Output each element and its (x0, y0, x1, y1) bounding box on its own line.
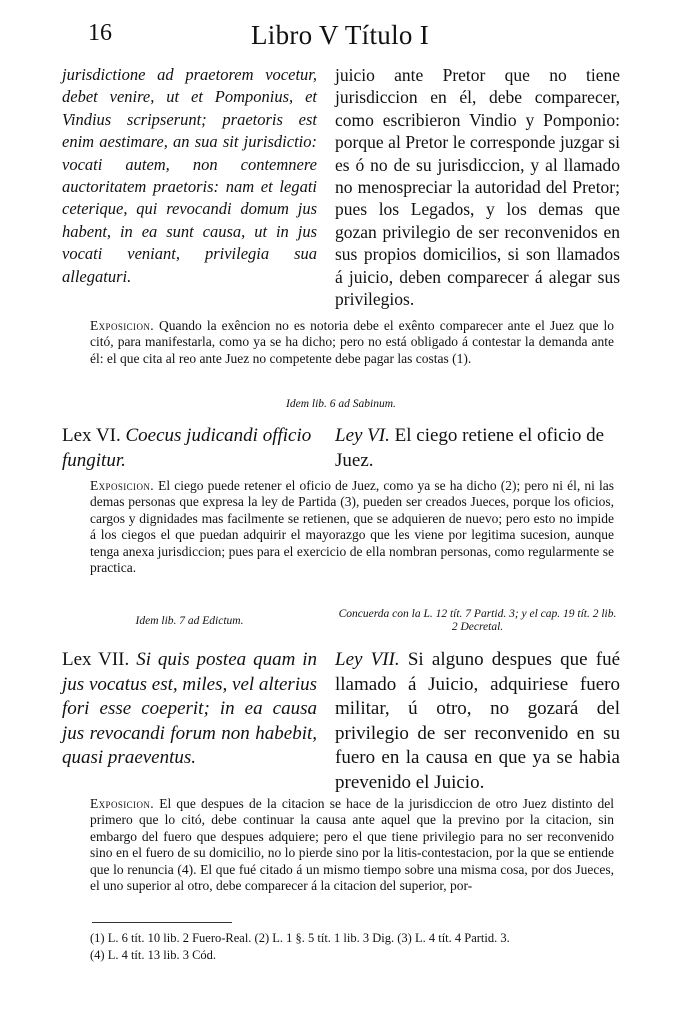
footnotes (90, 930, 620, 964)
lex7-sources (62, 608, 620, 634)
exposicion-2 (90, 478, 614, 576)
exposicion-1 (90, 318, 614, 367)
exposicion-3 (90, 796, 614, 894)
spanish-column: juicio ante Pretor que no tiene jurisdiccion en él, debe comparecer, como escribieron Vindio y Pomponio: porque al Pretor le corresponde juzgar si es ó no de su jurisdiccion, y al llamado no menospreciar la autoridad del Pretor; pues los Legados, y los demas que gozan privilegio de ser reconvenidos en sus propios domicilios, si son llamados á juicio, deben comparecer á alegar sus privilegios. (335, 65, 620, 310)
lex6-latin-text: Coecus judicandi officio fungitur. (62, 425, 312, 471)
lex6-latin-label: Lex VI. (62, 425, 121, 446)
lex6-spanish-label: Ley VI. (335, 425, 390, 446)
footnote-line-2: (4) L. 4 tít. 13 lib. 3 Cód. (90, 948, 217, 962)
exposicion-label: Exposicion. (90, 318, 155, 333)
lex7 (62, 648, 620, 795)
concordance-lex7: Concuerda con la L. 12 tít. 7 Partid. 3; y el cap. 19 tít. 2 lib. 2 Decretal. (338, 608, 617, 633)
exposicion-label: Exposicion. (90, 796, 155, 811)
footnote-rule (92, 922, 232, 923)
lex6-latin (62, 424, 317, 473)
footnote-line-1: (1) L. 6 tít. 10 lib. 2 Fuero-Real. (2) L. 1 §. 5 tít. 1 lib. 3 Dig. (3) L. 4 tít. 4 Partid. 3. (90, 931, 510, 945)
source-lex6: Idem lib. 6 ad Sabinum. (286, 398, 396, 410)
lex6 (62, 424, 620, 473)
lex7-latin-label: Lex VII. (62, 649, 130, 670)
lex7-spanish-text: Si alguno despues que fué llamado á Juicio, adquiriese fuero militar, ú otro, no gozará del privilegio de ser reconvenido en su fuero en la causa en que ya se habia prevenido el Juicio. (335, 649, 621, 793)
running-title: Libro V Título I (250, 20, 430, 50)
lex7-latin (62, 648, 317, 795)
exposicion-text: El que despues de la citacion se hace de la jurisdiccion de otro Juez distinto del primero que lo citó, debe continuar la causa ante aquel que la previno por la citacion, sin embargo del fuero que despues adquiere; pero el que tiene privilegio para no ser reconvenido sino en el fuero de su domicilio, no lo pierde sino por la litis-contestacion, por la que se entiende que lo renuncia (4). El que fué citado á un mismo tiempo sobre una misma cosa, por dos Jueces, el uno superior al otro, debe comparecer á la citacion del superior, por- (90, 796, 614, 894)
page-number: 16 (88, 20, 112, 46)
lex6-spanish-text: El ciego retiene el oficio de Juez. (335, 425, 605, 471)
source-lex7: Idem lib. 7 ad Edictum. (135, 615, 244, 627)
exposicion-text: El ciego puede retener el oficio de Juez, como ya se ha dicho (2); pero ni él, ni las demas personas que expresa la ley de Partida (3), pueden ser creados Jueces, porque los oficios, cargos y dignidades mas facilmente se retienen, que se adquieren de nuevo; pero esto no impide á los ciegos el que puedan adquirir el mayorazgo que les viene por legitima sucesion, aunque tenga anexa jurisdiccion; pues para el exercicio de ella nombran personas, como regularmente se practica. (90, 478, 614, 576)
lex7-spanish (335, 648, 620, 795)
lex5-continuation (62, 64, 620, 310)
lex7-latin-text: Si quis postea quam in jus vocatus est, miles, vel alterius fori esse coeperit; in ea causa jus revocandi forum non habebit, quasi praeventus. (62, 649, 318, 768)
latin-column: jurisdictione ad praetorem vocetur, debet venire, ut et Pomponius, et Vindius scripserunt; praetoris est enim aestimare, an sua sit jurisdictio: vocati autem, non contemnere auctoritatem praetoris: nam et legati ceterique, qui revocandi domum jus habent, in ea sunt causa, ut in jus vocati veniant, privilegia sua allegaturi. (62, 65, 317, 286)
exposicion-label: Exposicion. (90, 478, 155, 493)
page-header (40, 20, 640, 60)
exposicion-text: Quando la exêncion no es notoria debe el exênto comparecer ante el Juez que lo citó, para manifestarla, como ya se ha dicho; pero no está obligado á contestar la demanda ante él: el que cita al reo ante Juez no competente debe pagar las costas (1). (90, 318, 614, 366)
lex6-spanish (335, 424, 620, 473)
lex7-spanish-label: Ley VII. (335, 649, 400, 670)
